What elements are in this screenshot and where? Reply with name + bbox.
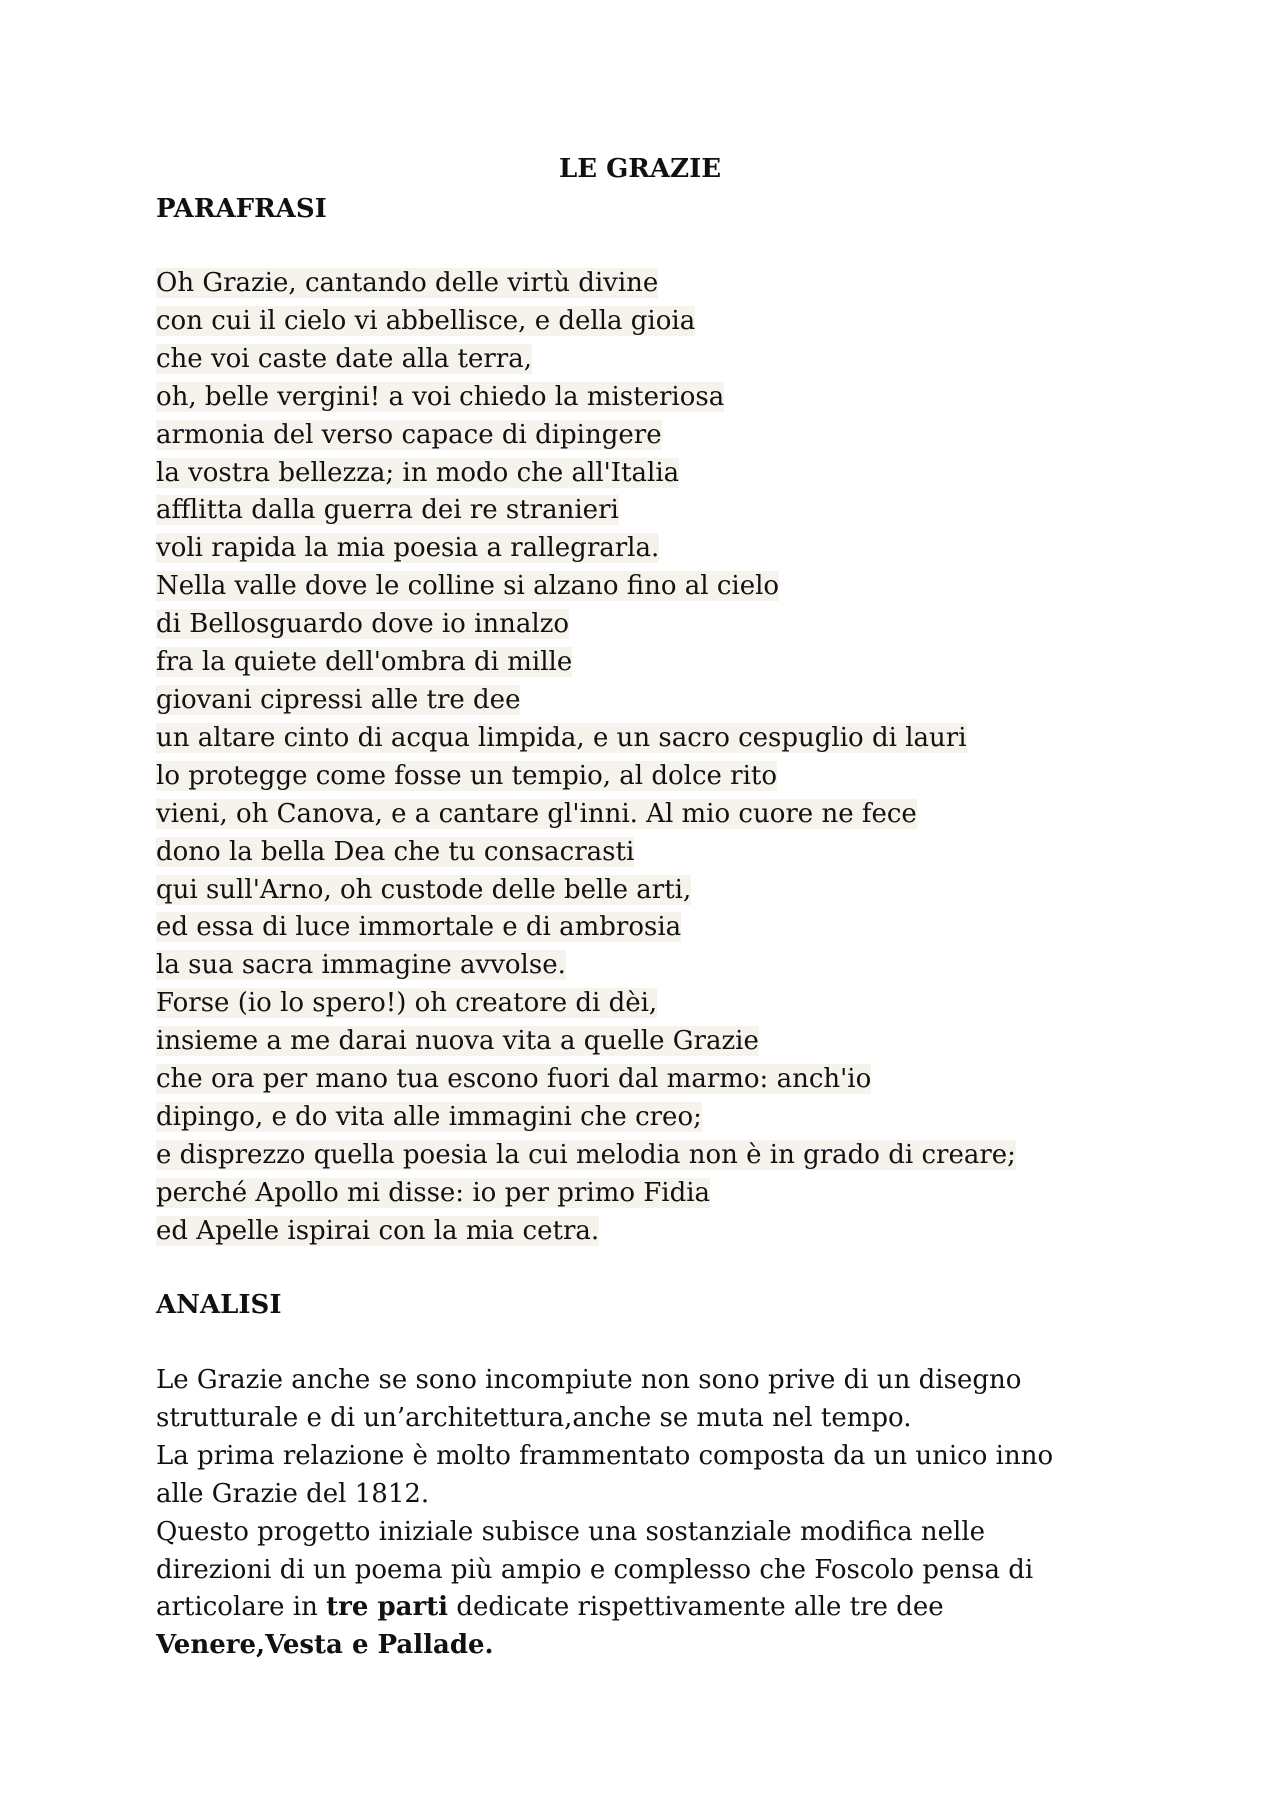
parafrasi-line-text: e disprezzo quella poesia la cui melodia non è in grado di creare; — [156, 1139, 1016, 1170]
parafrasi-line-text: vieni, oh Canova, e a cantare gl'inni. Al mio cuore ne fece — [156, 798, 917, 829]
parafrasi-line-text: voli rapida la mia poesia a rallegrarla. — [156, 533, 660, 564]
parafrasi-line-text: che voi caste date alla terra, — [156, 343, 532, 374]
parafrasi-line — [156, 568, 1016, 606]
parafrasi-line-text: lo protegge come fosse un tempio, al dolce rito — [156, 760, 778, 791]
parafrasi-line-text: dipingo, e do vita alle immagini che creo; — [156, 1101, 702, 1132]
parafrasi-line — [156, 417, 1016, 455]
parafrasi-line — [156, 341, 1016, 379]
parafrasi-line-text: ed essa di luce immortale e di ambrosia — [156, 912, 682, 943]
document-title-text: LE GRAZIE — [558, 154, 722, 184]
analisi-line: articolare in tre parti dedicate rispettivamente alle tre dee — [156, 1592, 944, 1623]
parafrasi-line — [156, 796, 1016, 834]
parafrasi-line — [156, 834, 1016, 872]
analisi-line: strutturale e di un’architettura,anche se muta nel tempo. — [156, 1402, 912, 1433]
parafrasi-text — [156, 265, 1016, 1251]
parafrasi-line — [156, 985, 1016, 1023]
section-heading-parafrasi: PARAFRASI — [156, 194, 327, 224]
parafrasi-line-text: giovani cipressi alle tre dee — [156, 684, 521, 715]
parafrasi-line — [156, 1099, 1016, 1137]
parafrasi-line — [156, 758, 1016, 796]
parafrasi-line-text: Forse (io lo spero!) oh creatore di dèi, — [156, 988, 658, 1019]
analisi-line: Questo progetto iniziale subisce una sostanziale modifica nelle — [156, 1516, 986, 1547]
parafrasi-line — [156, 1023, 1016, 1061]
parafrasi-line-text: con cui il cielo vi abbellisce, e della gioia — [156, 305, 696, 336]
parafrasi-line-text: la vostra bellezza; in modo che all'Italia — [156, 457, 680, 488]
parafrasi-line — [156, 909, 1016, 947]
section-heading-analisi: ANALISI — [156, 1290, 282, 1320]
parafrasi-line-text: Oh Grazie, cantando delle virtù divine — [156, 268, 659, 298]
parafrasi-line-text: dono la bella Dea che tu consacrasti — [156, 836, 635, 867]
document-title — [0, 150, 1280, 188]
parafrasi-line-text: di Bellosguardo dove io innalzo — [156, 609, 570, 640]
parafrasi-line — [156, 1175, 1016, 1213]
parafrasi-line-text: ed Apelle ispirai con la mia cetra. — [156, 1215, 600, 1246]
parafrasi-line-text: un altare cinto di acqua limpida, e un sacro cespuglio di lauri — [156, 722, 967, 753]
parafrasi-line-text: qui sull'Arno, oh custode delle belle arti, — [156, 874, 692, 905]
parafrasi-line-text: oh, belle vergini! a voi chiedo la misteriosa — [156, 381, 725, 412]
parafrasi-line-text: insieme a me darai nuova vita a quelle Grazie — [156, 1026, 759, 1057]
parafrasi-line-text: che ora per mano tua escono fuori dal marmo: anch'io — [156, 1064, 872, 1095]
analisi-text — [156, 1362, 1156, 1665]
parafrasi-line — [156, 1213, 1016, 1251]
parafrasi-line-text: perché Apollo mi disse: io per primo Fidia — [156, 1177, 711, 1208]
analisi-line: La prima relazione è molto frammentato composta da un unico inno — [156, 1440, 1054, 1471]
parafrasi-line — [156, 1061, 1016, 1099]
emphasis-tre-parti: tre parti — [326, 1592, 449, 1623]
analisi-line: direzioni di un poema più ampio e complesso che Foscolo pensa di — [156, 1554, 1034, 1585]
parafrasi-line — [156, 720, 1016, 758]
parafrasi-line-text: armonia del verso capace di dipingere — [156, 419, 662, 450]
parafrasi-line — [156, 379, 1016, 417]
parafrasi-line-text: Nella valle dove le colline si alzano fino al cielo — [156, 571, 780, 602]
analisi-line: alle Grazie del 1812. — [156, 1478, 430, 1509]
parafrasi-line — [156, 455, 1016, 493]
analisi-line — [156, 1627, 1156, 1665]
parafrasi-line — [156, 947, 1016, 985]
parafrasi-line — [156, 644, 1016, 682]
parafrasi-line — [156, 265, 1016, 303]
parafrasi-line-text: afflitta dalla guerra dei re stranieri — [156, 495, 619, 526]
parafrasi-line — [156, 606, 1016, 644]
parafrasi-line-text: fra la quiete dell'ombra di mille — [156, 647, 573, 678]
parafrasi-line — [156, 682, 1016, 720]
analisi-line: Le Grazie anche se sono incompiute non sono prive di un disegno — [156, 1365, 1022, 1395]
parafrasi-line — [156, 530, 1016, 568]
parafrasi-line — [156, 872, 1016, 910]
emphasis-dee: Venere,Vesta e Pallade. — [156, 1630, 494, 1661]
parafrasi-line — [156, 492, 1016, 530]
parafrasi-line — [156, 1137, 1016, 1175]
parafrasi-line-text: la sua sacra immagine avvolse. — [156, 950, 566, 981]
parafrasi-line — [156, 303, 1016, 341]
